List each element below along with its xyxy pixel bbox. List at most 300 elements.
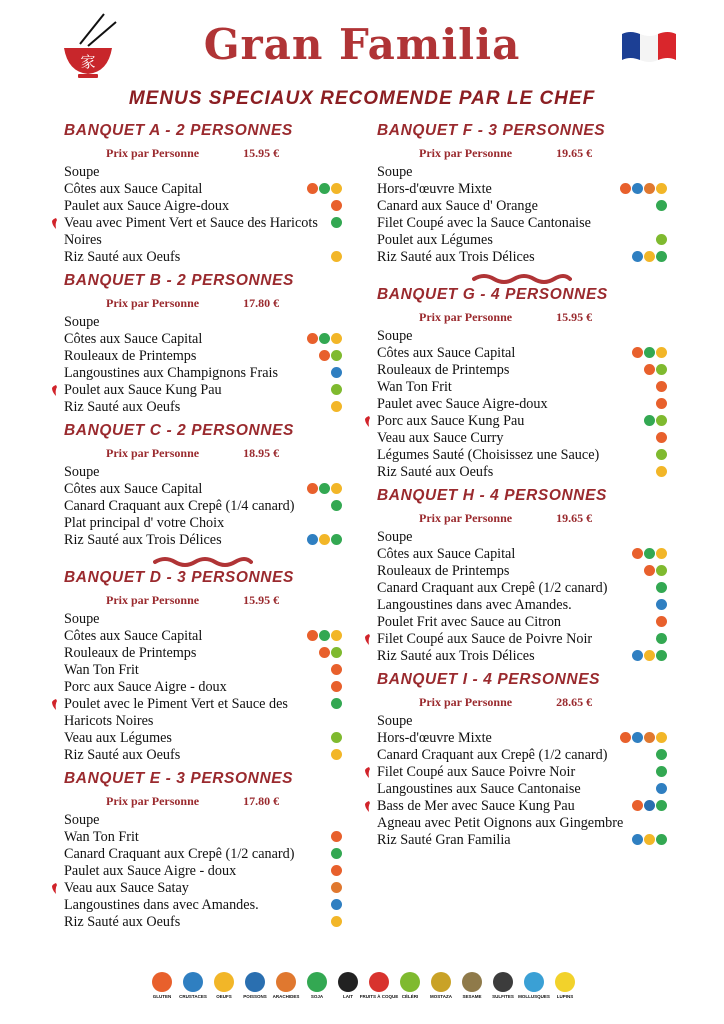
celeri-allergen-icon (656, 415, 667, 426)
menu-item (64, 645, 342, 662)
menu-item (64, 696, 342, 730)
oeufs-allergen-icon (331, 483, 342, 494)
menu-item-name: Wan Ton Frit (377, 379, 452, 395)
banquet-title: BANQUET B - 2 PERSONNES (64, 272, 294, 289)
arachides-allergen-icon (331, 882, 342, 893)
menu-item (64, 215, 342, 249)
menu-item (377, 730, 667, 747)
soja-allergen-icon (656, 200, 667, 211)
banquet-section (377, 286, 667, 481)
menu-item-name: Riz Sauté aux Oeufs (64, 249, 181, 265)
menu-item (377, 815, 667, 832)
menu-item (377, 345, 667, 362)
lupin-icon (555, 972, 575, 992)
allergen-icons (656, 781, 667, 794)
allergen-icons (331, 730, 342, 743)
price-value: 15.95 € (243, 593, 280, 607)
menu-item-name: Langoustines dans avec Amandes. (377, 597, 572, 613)
price-value: 19.65 € (556, 146, 593, 160)
menu-item (377, 832, 667, 849)
gluten-allergen-icon (620, 732, 631, 743)
menu-item (64, 348, 342, 365)
celeri-allergen-icon (331, 647, 342, 658)
allergen-icons (331, 846, 342, 859)
menu-item-name: Filet Coupé aux Sauce Poivre Noir (377, 764, 576, 780)
price-label: Prix par Personne (419, 511, 513, 525)
banquet-title: BANQUET D - 3 PERSONNES (64, 569, 294, 586)
allergen-icons (307, 481, 342, 494)
allergen-label: ARACHIDES (272, 994, 300, 999)
menu-item (377, 215, 667, 232)
allergen-icons (656, 631, 667, 644)
price-row (377, 511, 667, 526)
soja-allergen-icon (656, 800, 667, 811)
menu-item (377, 396, 667, 413)
gluten-allergen-icon (644, 364, 655, 375)
peanut-icon (276, 972, 296, 992)
allergen-icons (656, 198, 667, 211)
allergen-label: SESAME (462, 994, 482, 999)
gluten-allergen-icon (656, 398, 667, 409)
soja-allergen-icon (331, 698, 342, 709)
menu-item-name: Wan Ton Frit (64, 662, 139, 678)
gluten-allergen-icon (656, 432, 667, 443)
allergen-label: CRUSTACES (179, 994, 207, 999)
menu-item-name: Soupe (377, 529, 413, 545)
crustaces-allergen-icon (307, 534, 318, 545)
celeri-allergen-icon (331, 732, 342, 743)
menu-item (64, 829, 342, 846)
banquet-title: BANQUET G - 4 PERSONNES (377, 286, 608, 303)
celery-icon (400, 972, 420, 992)
allergen-icons (331, 382, 342, 395)
soja-allergen-icon (644, 415, 655, 426)
oeufs-allergen-icon (644, 251, 655, 262)
allergen-icons (632, 798, 667, 811)
menu-item-name: Riz Sauté aux Trois Délices (64, 532, 222, 548)
allergen-icons (307, 532, 342, 545)
menu-item-name: Agneau avec Petit Oignons aux Gingembre (377, 815, 624, 831)
allergen-icons (331, 897, 342, 910)
menu-item-name: Soupe (64, 611, 100, 627)
crustaces-allergen-icon (656, 599, 667, 610)
menu-item (377, 631, 667, 648)
chili-pepper-icon (364, 416, 371, 427)
menu-item-name: Paulet aux Sauce Aigre - doux (64, 863, 237, 879)
menu-item (377, 580, 667, 597)
allergen-label: OEUFS (216, 994, 232, 999)
menu-item (377, 713, 667, 730)
moutarde-legend-item (429, 972, 453, 999)
banquet-section (64, 422, 342, 549)
menu-item (377, 464, 667, 481)
gluten-allergen-icon (632, 548, 643, 559)
menu-item (377, 563, 667, 580)
gluten-allergen-icon (656, 381, 667, 392)
menu-item-name: Côtes aux Sauce Capital (64, 628, 203, 644)
allergen-icons (319, 645, 342, 658)
allergen-icons (644, 362, 667, 375)
milk-icon (338, 972, 358, 992)
menu-item-name: Filet Coupé aux Sauce de Poivre Noir (377, 631, 593, 647)
crustaces-allergen-icon (331, 899, 342, 910)
menu-item (377, 232, 667, 249)
sesame-legend-item (460, 972, 484, 999)
menu-item (64, 498, 342, 515)
allergen-icons (331, 365, 342, 378)
allergen-label: GLUTEN (152, 994, 172, 999)
chili-pepper-icon (51, 883, 58, 894)
menu-item (64, 863, 342, 880)
banquet-section (64, 569, 342, 764)
menu-item-name: Rouleaux de Printemps (377, 563, 510, 579)
menu-item (377, 362, 667, 379)
menu-item-name: Soupe (377, 713, 413, 729)
menu-item (64, 532, 342, 549)
menu-item-name: Riz Sauté aux Trois Délices (377, 648, 535, 664)
allergen-icons (331, 863, 342, 876)
menu-item-name: Poulet aux Légumes (377, 232, 493, 248)
menu-item (64, 812, 342, 829)
allergen-icons (632, 345, 667, 358)
crustaces-legend-item (181, 972, 205, 999)
soja-allergen-icon (644, 548, 655, 559)
menu-item (377, 614, 667, 631)
menu-item (64, 730, 342, 747)
allergen-icons (656, 379, 667, 392)
allergen-icons (632, 546, 667, 559)
menu-item (64, 331, 342, 348)
menu-item-name: Côtes aux Sauce Capital (64, 481, 203, 497)
soja-allergen-icon (319, 630, 330, 641)
menu-item (64, 399, 342, 416)
celeri-allergen-icon (331, 350, 342, 361)
crustaces-allergen-icon (632, 732, 643, 743)
gluten-allergen-icon (307, 630, 318, 641)
nut-icon (369, 972, 389, 992)
menu-item-name: Wan Ton Frit (64, 829, 139, 845)
menu-item (377, 648, 667, 665)
price-label: Prix par Personne (419, 695, 513, 709)
oeufs-legend-item (212, 972, 236, 999)
price-value: 18.95 € (243, 446, 280, 460)
gluten-allergen-icon (331, 831, 342, 842)
price-row (64, 446, 342, 461)
menu-item (64, 314, 342, 331)
celeri-allergen-icon (656, 449, 667, 460)
soja-legend-item (305, 972, 329, 999)
allergen-icons (331, 249, 342, 262)
oeufs-allergen-icon (656, 347, 667, 358)
menu-item-name: Soupe (64, 164, 100, 180)
menu-item-name: Soupe (64, 314, 100, 330)
allergen-label: CÉLÉRI (401, 994, 419, 999)
allergen-icons (632, 832, 667, 845)
menu-item-name: Côtes aux Sauce Capital (64, 181, 203, 197)
menu-item-name: Soupe (377, 328, 413, 344)
menu-item-name: Plat principal d' votre Choix (64, 515, 225, 531)
menu-item-name: Rouleaux de Printemps (64, 348, 197, 364)
allergen-label: LAIT (343, 994, 353, 999)
menu-item (64, 198, 342, 215)
mustard-icon (431, 972, 451, 992)
allergen-icons (307, 331, 342, 344)
chili-pepper-icon (364, 767, 371, 778)
menu-item (377, 430, 667, 447)
allergen-label: SULFITES (492, 994, 514, 999)
soja-allergen-icon (656, 582, 667, 593)
price-label: Prix par Personne (419, 310, 513, 324)
gluten-allergen-icon (307, 183, 318, 194)
soja-allergen-icon (656, 766, 667, 777)
allergen-icons (632, 249, 667, 262)
banquet-section (64, 122, 342, 266)
price-value: 17.80 € (243, 296, 280, 310)
french-flag-icon (620, 30, 678, 64)
gluten-allergen-icon (656, 616, 667, 627)
sulfites-icon (493, 972, 513, 992)
menu-item (64, 365, 342, 382)
soja-allergen-icon (331, 534, 342, 545)
price-label: Prix par Personne (106, 593, 200, 607)
gluten-legend-item (150, 972, 174, 999)
price-row (64, 593, 342, 608)
lait-legend-item (336, 972, 360, 999)
allergen-icons (656, 430, 667, 443)
celeri-allergen-icon (331, 384, 342, 395)
allergen-icons (331, 198, 342, 211)
soja-allergen-icon (656, 650, 667, 661)
menu-item (377, 546, 667, 563)
celeri-allergen-icon (656, 565, 667, 576)
sesame-icon (462, 972, 482, 992)
menu-item (377, 798, 667, 815)
fruits_coque-legend-item (359, 972, 399, 999)
oeufs-allergen-icon (331, 333, 342, 344)
banquet-section (377, 487, 667, 665)
oeufs-allergen-icon (331, 183, 342, 194)
allergen-icons (307, 628, 342, 641)
lupins-legend-item (553, 972, 577, 999)
arachides-allergen-icon (644, 183, 655, 194)
allergen-icons (331, 880, 342, 893)
allergen-label: MOSTAZA (430, 994, 452, 999)
price-label: Prix par Personne (419, 146, 513, 160)
allergen-icons (331, 914, 342, 927)
menu-item-name: Soupe (64, 812, 100, 828)
banquet-title: BANQUET F - 3 PERSONNES (377, 122, 606, 139)
oeufs-allergen-icon (644, 834, 655, 845)
soy-icon (307, 972, 327, 992)
allergen-label: MOLLUSQUES (518, 994, 550, 999)
menu-item-name: Riz Sauté Gran Familia (377, 832, 511, 848)
menu-item-name: Langoustines aux Champignons Frais (64, 365, 278, 381)
menu-item (64, 515, 342, 532)
menu-item (377, 198, 667, 215)
menu-item (377, 764, 667, 781)
soja-allergen-icon (656, 834, 667, 845)
allergen-icons (644, 563, 667, 576)
chili-pepper-icon (364, 634, 371, 645)
price-label: Prix par Personne (106, 446, 200, 460)
gluten-allergen-icon (319, 647, 330, 658)
oeufs-allergen-icon (319, 534, 330, 545)
price-label: Prix par Personne (106, 794, 200, 808)
allergen-icons (656, 597, 667, 610)
menu-item-name: Poulet Frit avec Sauce au Citron (377, 614, 562, 630)
menu-item-name: Veau aux Sauce Satay (64, 880, 189, 896)
allergen-icons (656, 764, 667, 777)
menu-item-name: Canard Craquant aux Crepê (1/2 canard) (377, 580, 608, 596)
menu-item-name: Filet Coupé avec la Sauce Cantonaise (377, 215, 591, 231)
menu-item (64, 611, 342, 628)
sulfites-legend-item (491, 972, 515, 999)
menu-item-name: Riz Sauté aux Oeufs (64, 914, 181, 930)
chili-pepper-icon (51, 218, 58, 229)
allergen-icons (331, 747, 342, 760)
banquet-section (64, 272, 342, 416)
menu-item-name: Bass de Mer avec Sauce Kung Pau (377, 798, 575, 814)
allergen-icons (656, 447, 667, 460)
banquet-title: BANQUET H - 4 PERSONNES (377, 487, 607, 504)
right-menu-column (377, 122, 667, 855)
price-value: 17.80 € (243, 794, 280, 808)
soja-allergen-icon (331, 848, 342, 859)
menu-item (64, 382, 342, 399)
menu-item-name: Canard Craquant aux Crepê (1/2 canard) (64, 846, 295, 862)
menu-item-name: Soupe (64, 464, 100, 480)
soja-allergen-icon (319, 183, 330, 194)
allergen-legend (150, 972, 577, 999)
poissons-allergen-icon (644, 800, 655, 811)
crustaces-allergen-icon (632, 183, 643, 194)
chili-pepper-icon (51, 699, 58, 710)
fish-icon (245, 972, 265, 992)
oeufs-allergen-icon (656, 548, 667, 559)
decorative-divider (377, 272, 667, 286)
menu-item-name: Langoustines dans avec Amandes. (64, 897, 259, 913)
banquet-title: BANQUET E - 3 PERSONNES (64, 770, 294, 787)
menu-item (377, 529, 667, 546)
poissons-legend-item (243, 972, 267, 999)
menu-item (64, 880, 342, 897)
soja-allergen-icon (656, 633, 667, 644)
menu-item-name: Hors-d'œuvre Mixte (377, 181, 492, 197)
price-row (377, 695, 667, 710)
price-label: Prix par Personne (106, 146, 200, 160)
menu-item (64, 897, 342, 914)
price-row (64, 146, 342, 161)
soja-allergen-icon (319, 333, 330, 344)
menu-item-name: Rouleaux de Printemps (64, 645, 197, 661)
allergen-icons (331, 829, 342, 842)
banquet-title: BANQUET I - 4 PERSONNES (377, 671, 601, 688)
menu-item (64, 481, 342, 498)
arachides-legend-item (274, 972, 298, 999)
chili-pepper-icon (364, 801, 371, 812)
allergen-icons (620, 730, 667, 743)
oeufs-allergen-icon (331, 251, 342, 262)
allergen-icons (656, 614, 667, 627)
menu-item (377, 747, 667, 764)
banquet-title: BANQUET C - 2 PERSONNES (64, 422, 294, 439)
menu-item-name: Veau aux Sauce Curry (377, 430, 504, 446)
allergen-label: SOJA (310, 994, 324, 999)
menu-item-name: Riz Sauté aux Oeufs (377, 464, 494, 480)
price-value: 15.95 € (556, 310, 593, 324)
menu-item (64, 914, 342, 931)
soja-allergen-icon (331, 500, 342, 511)
allergen-icons (656, 580, 667, 593)
menu-item-name: Canard Craquant aux Crepê (1/2 canard) (377, 747, 608, 763)
oeufs-allergen-icon (331, 916, 342, 927)
menu-item-name: Rouleaux de Printemps (377, 362, 510, 378)
gluten-allergen-icon (331, 681, 342, 692)
menu-item-name: Hors-d'œuvre Mixte (377, 730, 492, 746)
allergen-icons (331, 696, 342, 709)
menu-item-name: Canard Craquant aux Crepê (1/4 canard) (64, 498, 295, 514)
gluten-allergen-icon (331, 664, 342, 675)
allergen-label: LUPINS (556, 994, 574, 999)
celeri-legend-item (398, 972, 422, 999)
price-value: 28.65 € (556, 695, 593, 709)
menu-item (377, 413, 667, 430)
menu-item (377, 379, 667, 396)
menu-item (64, 249, 342, 266)
gluten-allergen-icon (632, 347, 643, 358)
celeri-allergen-icon (656, 364, 667, 375)
crustaces-allergen-icon (656, 783, 667, 794)
gluten-allergen-icon (331, 865, 342, 876)
menu-item (377, 164, 667, 181)
gluten-allergen-icon (307, 483, 318, 494)
oeufs-allergen-icon (644, 650, 655, 661)
mollusques-legend-item (518, 972, 550, 999)
gluten-allergen-icon (632, 800, 643, 811)
restaurant-name: Gran Familia (203, 20, 521, 69)
allergen-icons (331, 498, 342, 511)
oeufs-allergen-icon (656, 466, 667, 477)
menu-item-name: Paulet avec Sauce Aigre-doux (377, 396, 548, 412)
menu-item (377, 181, 667, 198)
menu-item-name: Soupe (377, 164, 413, 180)
menu-item (64, 662, 342, 679)
menu-item (64, 846, 342, 863)
menu-item-name: Légumes Sauté (Choisissez une Sauce) (377, 447, 600, 463)
arachides-allergen-icon (644, 732, 655, 743)
allergen-icons (319, 348, 342, 361)
banquet-section (377, 671, 667, 849)
menu-item-name: Langoustines aux Sauce Cantonaise (377, 781, 581, 797)
crab-icon (183, 972, 203, 992)
menu-item-name: Riz Sauté aux Oeufs (64, 399, 181, 415)
banquet-section (64, 770, 342, 931)
menu-item-name: Riz Sauté aux Oeufs (64, 747, 181, 763)
soja-allergen-icon (656, 251, 667, 262)
oeufs-allergen-icon (656, 183, 667, 194)
chili-pepper-icon (51, 385, 58, 396)
allergen-icons (656, 464, 667, 477)
menu-item (64, 464, 342, 481)
allergen-icons (331, 662, 342, 675)
allergen-icons (632, 648, 667, 661)
soja-allergen-icon (656, 749, 667, 760)
price-row (377, 310, 667, 325)
menu-item-name: Côtes aux Sauce Capital (377, 345, 516, 361)
menu-item (377, 781, 667, 798)
logo-character: 家 (80, 53, 96, 71)
soja-allergen-icon (644, 347, 655, 358)
